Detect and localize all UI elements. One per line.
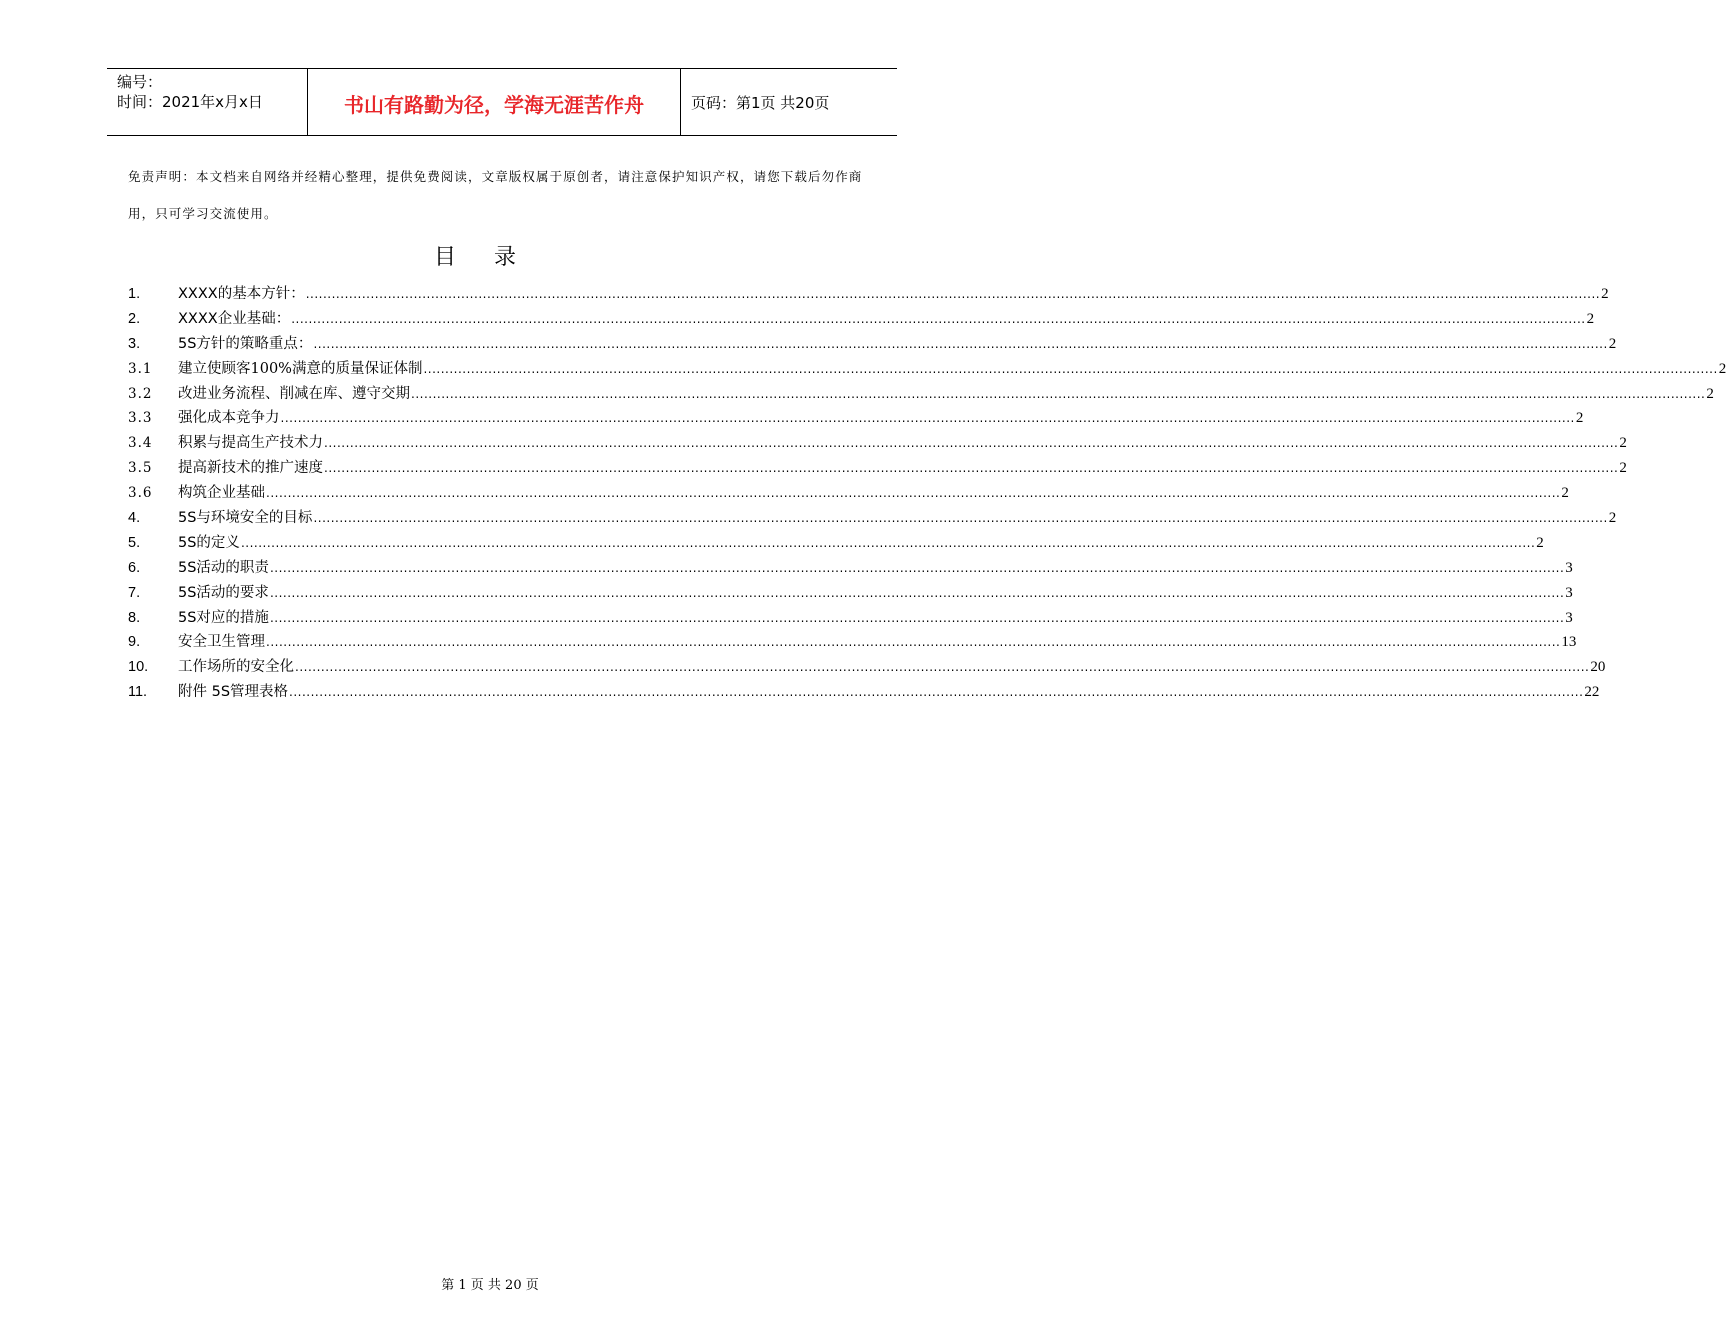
toc-entry-number: 3. [128,335,141,352]
toc-entry-page: 3 [1565,559,1573,576]
toc-entry-title: XXXX企业基础： [178,310,291,327]
document-number-label: 编号： [117,73,163,91]
document-date: 时间：2021年x月x日 [117,93,263,111]
toc-entry[interactable] [128,332,1617,357]
toc-dot-leader: ............................................................................................................................................................................................................................................................................................................ [291,311,1586,326]
toc-entry-number: 3.5 [128,460,153,477]
toc-entry-number: 2. [128,310,141,327]
toc-entry-page: 13 [1561,634,1577,651]
toc-entry-number: 3.1 [128,360,153,377]
toc-entry-page: 2 [1608,510,1617,527]
toc-entry[interactable] [128,382,1714,407]
toc-entry-title: 附件 5S管理表格 [178,684,289,701]
toc-entry-number: 10. [128,659,149,676]
toc-entry[interactable] [128,307,1595,332]
toc-entry[interactable] [128,556,1573,581]
toc-entry-title: 工作场所的安全化 [178,659,294,676]
toc-entry-number: 6. [128,559,141,576]
table-of-contents [128,282,1726,705]
toc-dot-leader: ............................................................................................................................................................................................................................................................................................................ [269,610,1565,625]
toc-dot-leader: ............................................................................................................................................................................................................................................................................................................ [266,635,1561,650]
toc-entry-title: 5S活动的职责 [178,559,269,576]
toc-dot-leader: ............................................................................................................................................................................................................................................................................................................ [266,486,1561,501]
toc-entry-page: 2 [1536,534,1544,551]
toc-dot-leader: ............................................................................................................................................................................................................................................................................................................ [295,660,1590,675]
toc-entry-title: 构筑企业基础 [178,485,265,502]
toc-dot-leader: ............................................................................................................................................................................................................................................................................................................ [240,535,1536,550]
toc-entry-title: XXXX的基本方针： [178,286,305,302]
toc-dot-leader: ............................................................................................................................................................................................................................................................................................................ [313,336,1608,351]
toc-entry-number: 1. [128,286,141,302]
toc-entry[interactable] [128,606,1573,631]
toc-entry-number: 8. [128,609,141,626]
toc-entry-title: 积累与提高生产技术力 [178,435,323,452]
toc-entry-number: 3.3 [128,410,153,427]
toc-dot-leader: ............................................................................................................................................................................................................................................................................................................ [324,436,1619,451]
toc-dot-leader: ............................................................................................................................................................................................................................................................................................................ [313,511,1608,526]
toc-entry[interactable] [128,431,1627,456]
toc-entry-page: 2 [1575,410,1584,427]
toc-dot-leader: ............................................................................................................................................................................................................................................................................................................ [411,386,1706,401]
toc-entry[interactable] [128,680,1600,705]
toc-entry-number: 9. [128,634,141,651]
toc-entry-number: 3.2 [128,385,153,402]
toc-entry-number: 7. [128,584,141,601]
toc-entry-number: 3.4 [128,435,153,452]
toc-dot-leader: ............................................................................................................................................................................................................................................................................................................ [305,287,1601,301]
toc-dot-leader: ............................................................................................................................................................................................................................................................................................................ [269,560,1565,575]
toc-dot-leader: ............................................................................................................................................................................................................................................................................................................ [280,411,1575,426]
toc-entry-page: 22 [1584,684,1600,701]
toc-dot-leader: ............................................................................................................................................................................................................................................................................................................ [324,461,1619,476]
toc-entry-page: 3 [1565,584,1573,601]
toc-entry-title: 改进业务流程、削减在库、遵守交期 [178,385,410,402]
toc-entry-title: 5S的定义 [178,534,240,551]
toc-title: 目录 [433,245,554,270]
toc-entry[interactable] [128,531,1544,556]
toc-entry-number: 3.6 [128,485,153,502]
toc-entry-page: 2 [1601,286,1609,302]
toc-entry-title: 5S对应的措施 [178,609,269,626]
toc-entry-title: 5S活动的要求 [178,584,269,601]
toc-entry[interactable] [128,630,1577,655]
toc-entry-page: 2 [1586,310,1595,327]
toc-entry-title: 建立使顾客100%满意的质量保证体制 [178,360,423,377]
toc-entry-title: 强化成本竞争力 [178,410,280,427]
toc-entry[interactable] [128,481,1569,506]
toc-entry-page: 2 [1608,335,1617,352]
header-motto: 书山有路勤为径，学海无涯苦作舟 [344,92,644,117]
toc-entry-page: 2 [1718,360,1726,377]
toc-entry-title: 安全卫生管理 [178,634,265,651]
toc-entry-page: 3 [1565,609,1573,626]
toc-entry[interactable] [128,581,1573,606]
toc-entry-title: 5S与环境安全的目标 [178,510,313,527]
toc-dot-leader: ............................................................................................................................................................................................................................................................................................................ [289,685,1584,700]
header-page-info: 页码：第1页 共20页 [691,93,830,112]
toc-entry[interactable] [128,406,1584,431]
toc-entry-number: 11. [128,684,148,701]
toc-entry[interactable] [128,357,1726,382]
disclaimer-text: 免责声明：本文档来自网络并经精心整理，提供免费阅读，文章版权属于原创者，请注意保护知识产权，请您下载后勿作商用，只可学习交流使用。 [128,169,863,221]
toc-entry[interactable] [128,282,1609,307]
toc-entry-number: 4. [128,510,141,527]
toc-entry[interactable] [128,456,1627,481]
toc-entry-title: 5S方针的策略重点： [178,335,313,352]
page-footer: 第 1 页 共 20 页 [441,1278,539,1293]
toc-dot-leader: ............................................................................................................................................................................................................................................................................................................ [423,361,1718,376]
toc-entry-number: 5. [128,534,141,551]
toc-entry-page: 20 [1590,659,1606,676]
document-header [107,68,897,136]
toc-entry-page: 2 [1619,460,1627,477]
toc-entry-page: 2 [1619,435,1627,452]
header-page-cell [681,69,897,135]
toc-dot-leader: ............................................................................................................................................................................................................................................................................................................ [269,585,1565,600]
toc-entry[interactable] [128,655,1606,680]
toc-entry-page: 2 [1706,385,1714,402]
toc-entry-title: 提高新技术的推广速度 [178,460,323,477]
header-motto-cell [308,69,681,135]
toc-entry[interactable] [128,506,1617,531]
toc-entry-page: 2 [1561,485,1569,502]
header-info-cell [107,69,308,135]
